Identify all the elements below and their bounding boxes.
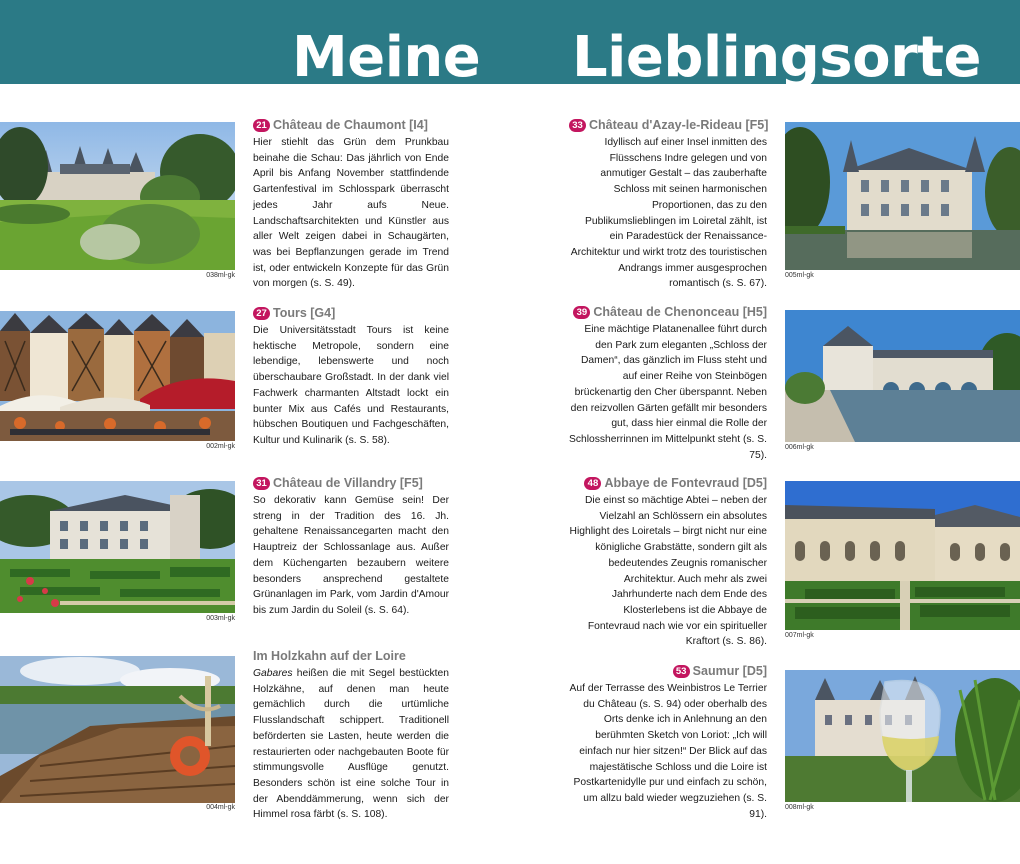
entry-text: Auf der Terrasse des Weinbistros Le Terrier du Château (s. S. 94) oder oberhalb des Orts denke ich in Anlehnung an den berühmten Sketch von Loriot: „Ich will einfach nur hier sitzen!“ Der Blick auf das majestätische Schloss und die Loire ist Postkartenidylle pur und einfach zu schön, um allzu bald wieder wegzuziehen (s. S. 91). [569, 683, 767, 820]
photo-fontevraud [785, 481, 1020, 630]
credit-saumur: 008ml-gk [785, 804, 814, 811]
entry-title: Château de Chenonceau [H5] [593, 305, 767, 319]
entry-fontevraud [569, 476, 767, 650]
entry-heading [569, 118, 767, 133]
photo-holzkahn [0, 656, 235, 803]
entry-text: So dekorativ kann Gemüse sein! Der streng in der Tradition des 16. Jh. gehaltene Renaissancegarten macht den Hauptreiz der Schlossanlage aus. Außer dem Küchengarten bezaubern weitere besonders ansprechend gestaltete Grünanlagen im Park, vom Jardin d'Amour bis zum Jardin du Soleil (s. S. 64). [253, 495, 449, 616]
photo-chenonceau [785, 310, 1020, 442]
photo-saumur [785, 670, 1020, 802]
entry-number-badge: 33 [569, 119, 586, 132]
photo-chaumont [0, 122, 235, 270]
entry-saumur [569, 664, 767, 822]
header-banner [0, 0, 1020, 90]
entry-text: Idyllisch auf einer Insel inmitten des Flüsschens Indre gelegen und von anmutiger Gestalt – das zauberhafte Schloss mit seinen harmonischen Proportionen, das zu den Publikumslieblingen im Loiretal zählt, ist ein Paradestück der Renaissance-Architektur und wirkt trotz des touristischen Andrangs immer ausgesprochen romantisch (s. S. 67). [570, 137, 767, 290]
entry-heading [569, 476, 767, 491]
entry-heading [253, 118, 449, 133]
entry-azay [569, 118, 767, 292]
entry-title: Abbaye de Fontevraud [D5] [604, 476, 767, 490]
entry-text [253, 666, 449, 823]
entry-text: Die Universitätsstadt Tours ist keine hektische Metropole, sondern eine lebendige, lebenswerte und noch überschaubare Großstadt. In der dank viel Fachwerk charmanten Altstadt lockt ein bunter Mix aus Cafés und Restaurants, hübschen Boutiquen und Fachgeschäften, Kultur und Kulinarik (s. S. 58). [253, 325, 449, 446]
entry-text-rest: heißen die mit Segel bestückten Holzkähne, auf denen man heute gemächlich durch die urtümliche Flusslandschaft schippert. Traditionell beförderten sie Lasten, heute werden die restaurierten oder nachgebauten Boote für stimmungsvolle Ausflüge genutzt. Besonders schön ist eine solche Tour in der Abenddämmerung, wenn sich der Himmel rosa färbt (s. S. 108). [253, 668, 449, 821]
entry-number-badge: 27 [253, 307, 270, 320]
photo-tours [0, 311, 235, 441]
photo-azay-le-rideau [785, 122, 1020, 270]
entry-text: Eine mächtige Platanenallee führt durch den Park zum eleganten „Schloss der Damen“, das gänzlich im Fluss steht und auf einer Reihe von Steinbögen brückenartig den Cher überspannt. Neben den reizvollen Gärten gefällt mir besonders gut, dass hier einmal die Rolle der Schlossherrinnen im Mittelpunkt steht (s. S. 75). [569, 324, 768, 461]
entry-number-badge: 53 [673, 665, 690, 678]
entry-holzkahn [253, 649, 449, 823]
entry-text: Hier stiehlt das Grün dem Prunkbau beinahe die Schau: Das jährlich von Ende April bis Anfang November stattfindende Gartenfestival im Schlosspark überrascht jedes Jahr aufs Neue. Landschaftsarchitekten und Künstler aus aller Welt zeigen dabei in Schaugärten, was bei Bepflanzungen gerade im Trend ist, oder entwickeln Konzepte für das Grün von morgen (s. S. 49). [253, 137, 449, 290]
entry-title: Château de Villandry [F5] [273, 476, 423, 490]
entry-text: Die einst so mächtige Abtei – neben der Vielzahl an Schlössern ein absolutes Highlight des Loiretals – birgt nicht nur eine königliche Grabstätte, sondern gilt als bedeutendes Zeugnis romanischer Architektur. Auch mehr als zwei Jahrhunderte nach dem Ende des Klosterlebens ist die Abbaye de Fontevraud nach wie vor ein spiritueller Kraftort (s. S. 86). [569, 495, 767, 648]
credit-holzkahn: 004ml-gk [206, 804, 235, 811]
credit-chenonceau: 006ml-gk [785, 444, 814, 451]
photo-villandry [0, 481, 235, 613]
entry-heading [569, 305, 767, 320]
entry-chaumont [253, 118, 449, 292]
title-lieblingsorte: Lieblingsorte [572, 25, 981, 90]
credit-villandry: 003ml-gk [206, 615, 235, 622]
entry-heading [253, 306, 449, 321]
entry-number-badge: 31 [253, 477, 270, 490]
entry-villandry [253, 476, 449, 619]
credit-fontevraud: 007ml-gk [785, 632, 814, 639]
entry-lead-word: Gabares [253, 668, 293, 679]
entry-title: Im Holzkahn auf der Loire [253, 649, 406, 663]
entry-title: Château de Chaumont [I4] [273, 118, 428, 132]
entry-tours [253, 306, 449, 449]
entry-heading [253, 649, 449, 664]
entry-number-badge: 48 [584, 477, 601, 490]
credit-tours: 002ml-gk [206, 443, 235, 450]
entry-chenonceau [569, 305, 767, 463]
entry-title: Tours [G4] [273, 306, 336, 320]
title-meine: Meine [292, 25, 481, 90]
credit-chaumont: 038ml-gk [206, 272, 235, 279]
entry-number-badge: 39 [573, 306, 590, 319]
entry-title: Saumur [D5] [692, 664, 767, 678]
entry-title: Château d'Azay-le-Rideau [F5] [589, 118, 769, 132]
entry-heading [253, 476, 449, 491]
entry-heading [569, 664, 767, 679]
entry-number-badge: 21 [253, 119, 270, 132]
credit-azay: 005ml-gk [785, 272, 814, 279]
